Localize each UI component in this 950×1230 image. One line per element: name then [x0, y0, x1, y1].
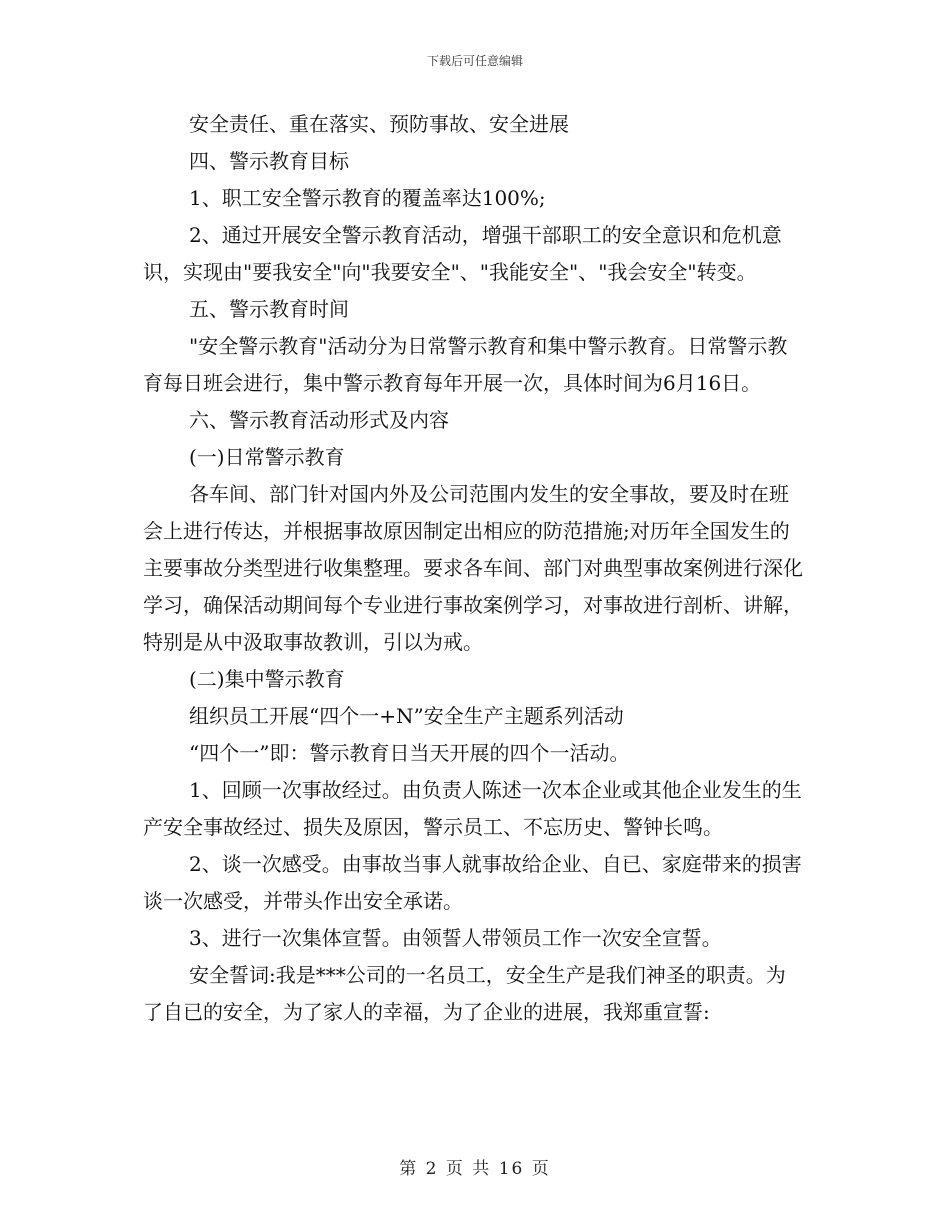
- paragraph: 2、谈一次感受。由事故当事人就事故给企业、自已、家庭带来的损害谈一次感受，并带头作出安全承诺。: [143, 852, 802, 913]
- paragraph: “四个一”即：警示教育日当天开展的四个一活动。: [189, 741, 630, 765]
- document-body: [143, 106, 805, 1031]
- paragraph: "安全警示教育"活动分为日常警示教育和集中警示教育。日常警示教育每日班会进行，集中警示教育每年开展一次，具体时间为6月16日。: [143, 334, 788, 395]
- paragraph: 安全责任、重在落实、预防事故、安全进展: [189, 112, 569, 136]
- page-header: 下载后可任意编辑: [426, 54, 523, 68]
- subsection-heading: (一)日常警示教育: [189, 445, 345, 469]
- paragraph: 组织员工开展“四个一+N”安全生产主题系列活动: [189, 704, 624, 728]
- paragraph: 3、进行一次集体宣誓。由领誓人带领员工作一次安全宣誓。: [189, 926, 722, 950]
- paragraph: 安全誓词:我是***公司的一名员工，安全生产是我们神圣的职责。为了自已的安全，为了家人的幸福，为了企业的进展，我郑重宣誓:: [143, 963, 786, 1024]
- page-number-footer: 第 2 页 共 16 页: [399, 1159, 551, 1179]
- paragraph: 1、职工安全警示教育的覆盖率达100%;: [189, 186, 546, 210]
- section-heading: 四、警示教育目标: [189, 149, 349, 173]
- section-heading: 五、警示教育时间: [189, 297, 349, 321]
- paragraph: 2、通过开展安全警示教育活动，增强干部职工的安全意识和危机意识，实现由"要我安全"向"我要安全"、"我能安全"、"我会安全"转变。: [143, 223, 782, 284]
- subsection-heading: (二)集中警示教育: [189, 667, 345, 691]
- paragraph: 1、回顾一次事故经过。由负责人陈述一次本企业或其他企业发生的生产安全事故经过、损失及原因，警示员工、不忘历史、警钟长鸣。: [143, 778, 802, 839]
- section-heading: 六、警示教育活动形式及内容: [189, 408, 449, 432]
- paragraph: 各车间、部门针对国内外及公司范围内发生的安全事故，要及时在班会上进行传达，并根据事故原因制定出相应的防范措施;对历年全国发生的主要事故分类型进行收集整理。要求各车间、部门对典型事故案例进行深化学习，确保活动期间每个专业进行事故案例学习，对事故进行剖析、讲解，特别是从中汲取事故教训，引以为戒。: [143, 482, 803, 654]
